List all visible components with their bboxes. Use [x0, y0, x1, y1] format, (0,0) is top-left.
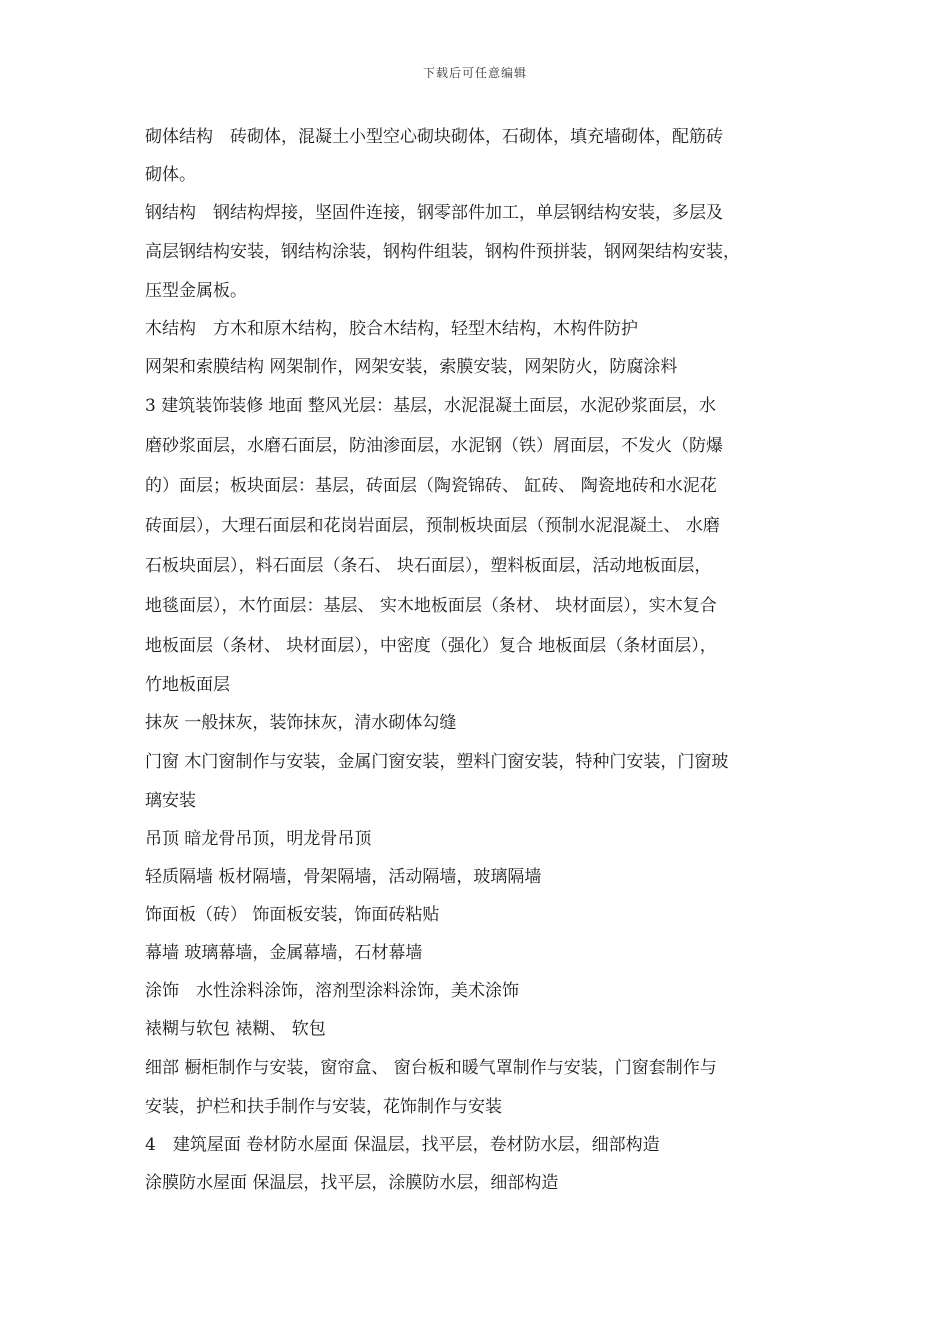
text-line: 砌体结构 砖砌体，混凝土小型空心砌块砌体，石砌体，填充墙砌体，配筋砖	[145, 127, 723, 147]
text-line: 石板块面层），料石面层（条石、 块石面层），塑料板面层，活动地板面层，	[145, 556, 712, 576]
text-line: 砌体。	[145, 165, 196, 185]
text-line: 地毯面层），木竹面层：基层、 实木地板面层（条材、 块材面层），实木复合	[145, 596, 717, 616]
text-line: 裱糊与软包 裱糊、 软包	[145, 1019, 326, 1039]
text-line: 幕墙 玻璃幕墙，金属幕墙，石材幕墙	[145, 943, 423, 963]
text-line: 磨砂浆面层，水磨石面层，防油渗面层，水泥钢（铁）屑面层，不发火（防爆	[145, 436, 723, 456]
text-line: 轻质隔墙 板材隔墙，骨架隔墙，活动隔墙，玻璃隔墙	[145, 867, 542, 887]
text-line: 涂膜防水屋面 保温层，找平层，涂膜防水层，细部构造	[145, 1173, 559, 1193]
text-line: 3 建筑装饰装修 地面 整风光层：基层，水泥混凝土面层，水泥砂浆面层，水	[145, 396, 717, 416]
text-line: 木结构 方木和原木结构，胶合木结构，轻型木结构，木构件防护	[145, 319, 638, 339]
text-line: 涂饰 水性涂料涂饰，溶剂型涂料涂饰，美术涂饰	[145, 981, 519, 1001]
page-header: 下载后可任意编辑	[422, 66, 527, 80]
document-body	[145, 118, 810, 1202]
text-line: 压型金属板。	[145, 281, 247, 301]
text-line: 饰面板（砖） 饰面板安装，饰面砖粘贴	[145, 905, 440, 925]
text-line: 门窗 木门窗制作与安装，金属门窗安装，塑料门窗安装，特种门安装，门窗玻	[145, 752, 729, 772]
text-line: 钢结构 钢结构焊接，坚固件连接，钢零部件加工，单层钢结构安装，多层及	[145, 203, 723, 223]
text-line: 的）面层；板块面层：基层，砖面层（陶瓷锦砖、 缸砖、 陶瓷地砖和水泥花	[145, 476, 717, 496]
text-line: 砖面层），大理石面层和花岗岩面层，预制板块面层（预制水泥混凝土、 水磨	[145, 516, 720, 536]
text-line: 高层钢结构安装，钢结构涂装，钢构件组装，钢构件预拼装，钢网架结构安装，	[145, 242, 740, 262]
text-line: 璃安装	[145, 791, 196, 811]
text-line: 网架和索膜结构 网架制作，网架安装，索膜安装，网架防火，防腐涂料	[145, 357, 678, 377]
text-line: 吊顶 暗龙骨吊顶，明龙骨吊顶	[145, 829, 372, 849]
text-line: 细部 橱柜制作与安装，窗帘盒、 窗台板和暖气罩制作与安装，门窗套制作与	[145, 1058, 717, 1078]
text-line: 竹地板面层	[145, 675, 230, 695]
text-line: 地板面层（条材、 块材面层），中密度（强化）复合 地板面层（条材面层），	[145, 636, 717, 656]
text-line: 4 建筑屋面 卷材防水屋面 保温层，找平层，卷材防水层，细部构造	[145, 1135, 660, 1155]
text-line: 抹灰 一般抹灰，装饰抹灰，清水砌体勾缝	[145, 713, 457, 733]
text-line: 安装，护栏和扶手制作与安装，花饰制作与安装	[145, 1097, 502, 1117]
